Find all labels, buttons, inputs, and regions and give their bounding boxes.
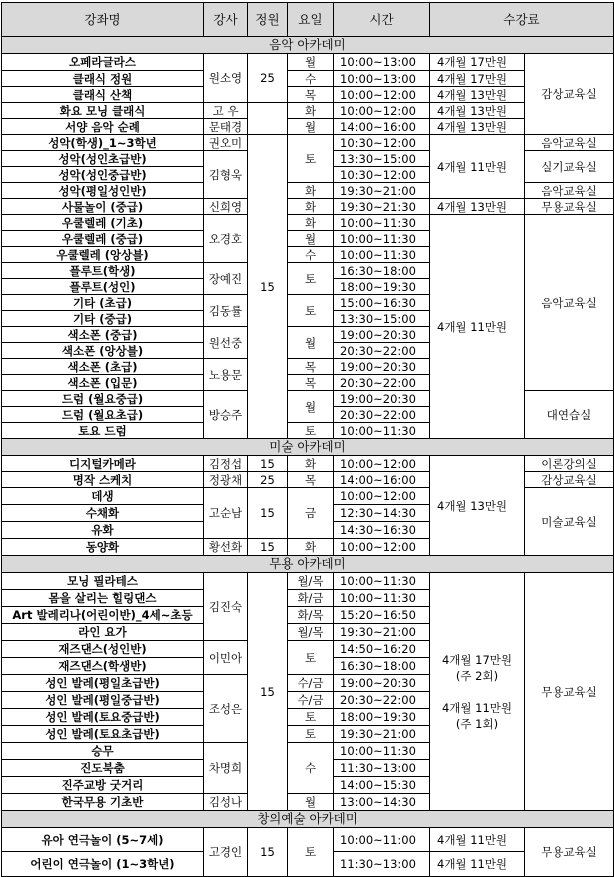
time-cell: 14:00~15:30: [334, 777, 430, 794]
day-cell: 화: [288, 103, 334, 119]
class-name: 플루트(성인): [2, 279, 204, 295]
time-cell: 20:30~22:00: [334, 375, 430, 391]
day-cell: 화/금: [288, 590, 334, 607]
capacity-cell: 15: [248, 135, 288, 439]
class-name: 디지털카메라: [2, 456, 204, 472]
teacher-cell: 신희영: [204, 199, 248, 215]
class-row: [2, 135, 614, 151]
time-cell: 19:30~21:00: [334, 624, 430, 641]
class-name: 클래식 정원: [2, 71, 204, 87]
time-cell: 10:00~13:00: [334, 71, 430, 87]
time-cell: 13:30~15:00: [334, 151, 430, 167]
time-cell: 11:30~13:00: [334, 760, 430, 777]
day-cell: 토: [288, 828, 334, 877]
day-cell: 화/목: [288, 607, 334, 624]
class-name: 모닝 필라테스: [2, 573, 204, 590]
time-cell: 18:00~19:30: [334, 709, 430, 726]
day-cell: 화: [288, 215, 334, 231]
time-cell: 19:30~21:00: [334, 183, 430, 199]
time-cell: 15:00~16:30: [334, 295, 430, 311]
teacher-cell: 김형욱: [204, 151, 248, 199]
class-name: 라인 요가: [2, 624, 204, 641]
day-cell: 수/금: [288, 692, 334, 709]
class-row: [2, 87, 614, 103]
class-name: 진주교방 굿거리: [2, 777, 204, 794]
day-cell: 토: [288, 135, 334, 183]
class-name: 성인 발레(평일중급반): [2, 692, 204, 709]
fee-cell: 4개월 13만원: [430, 456, 525, 556]
class-name: 성인 발레(토요중급반): [2, 709, 204, 726]
time-cell: 10:00~11:30: [334, 247, 430, 263]
teacher-cell: 김정섭: [204, 456, 248, 472]
class-name: 서양 음악 순례: [2, 119, 204, 135]
room-cell: 이론강의실: [525, 456, 614, 472]
section-title: 무용 아카데미: [2, 556, 614, 573]
room-cell: 음악교육실: [525, 135, 614, 151]
time-cell: 14:30~16:30: [334, 522, 430, 539]
fee-cell: [430, 573, 525, 811]
class-name: 동양화: [2, 539, 204, 556]
room-cell: 음악교육실: [525, 215, 614, 391]
room-cell: 무용교육실: [525, 573, 614, 811]
class-name: 드럼 (월요초급): [2, 407, 204, 423]
header-class-name: 강좌명: [2, 3, 204, 37]
class-name: 우쿨렐레 (기초): [2, 215, 204, 231]
class-name: 한국무용 기초반: [2, 794, 204, 811]
day-cell: 목: [288, 472, 334, 488]
class-name: 오페라글라스: [2, 54, 204, 71]
teacher-cell: 차명희: [204, 743, 248, 794]
day-cell: 화: [288, 539, 334, 556]
class-name: 재즈댄스(성인반): [2, 641, 204, 658]
fee-line: 4개월 17만원: [441, 652, 513, 667]
header-time: 시간: [334, 3, 430, 37]
room-cell: 미술교육실: [525, 488, 614, 556]
room-cell: 대연습실: [525, 391, 614, 439]
time-cell: 14:00~16:00: [334, 119, 430, 135]
teacher-cell: 이민아: [204, 641, 248, 675]
fee-cell: 4개월 17만원: [430, 71, 525, 87]
capacity-cell: 15: [248, 573, 288, 811]
class-name: 클래식 산책: [2, 87, 204, 103]
header-teacher: 강사: [204, 3, 248, 37]
time-cell: 19:00~20:30: [334, 359, 430, 375]
fee-cell: 4개월 13만원: [430, 103, 525, 119]
section-title: 창의예술 아카데미: [2, 811, 614, 828]
capacity-cell: 15: [248, 456, 288, 472]
class-name: 어린이 연극놀이 (1~3학년): [2, 852, 204, 877]
time-cell: 10:30~12:00: [334, 167, 430, 183]
class-row: [2, 103, 614, 119]
time-cell: 19:00~20:30: [334, 327, 430, 343]
teacher-cell: 문태경: [204, 119, 248, 135]
day-cell: 수: [288, 71, 334, 87]
class-name: 화요 모닝 클래식: [2, 103, 204, 119]
time-cell: 16:30~18:00: [334, 658, 430, 675]
class-row: [2, 828, 614, 852]
time-cell: 12:30~14:30: [334, 505, 430, 522]
teacher-cell: 김성나: [204, 794, 248, 811]
day-cell: 월: [288, 119, 334, 135]
class-name: 사물놀이 (중급): [2, 199, 204, 215]
teacher-cell: 오경호: [204, 215, 248, 263]
header-capacity: 정원: [248, 3, 288, 37]
day-cell: 토: [288, 263, 334, 295]
class-name: Art 발레리나(어린이반)_4세~초등: [2, 607, 204, 624]
teacher-cell: 방승주: [204, 391, 248, 439]
room-cell: 무용교육실: [525, 828, 614, 877]
class-name: 성악(평일성인반): [2, 183, 204, 199]
class-row: [2, 119, 614, 135]
day-cell: 화: [288, 456, 334, 472]
class-name: 성악(성인초급반): [2, 151, 204, 167]
time-cell: 19:00~20:30: [334, 391, 430, 407]
class-row: [2, 199, 614, 215]
time-cell: 19:00~20:30: [334, 675, 430, 692]
class-name: 유화: [2, 522, 204, 539]
day-cell: 월: [288, 794, 334, 811]
time-cell: 10:00~11:30: [334, 215, 430, 231]
day-cell: 목: [288, 87, 334, 103]
class-name: 드럼 (월요중급): [2, 391, 204, 407]
time-cell: 16:30~18:00: [334, 263, 430, 279]
time-cell: 20:30~22:00: [334, 407, 430, 423]
time-cell: 19:30~21:30: [334, 199, 430, 215]
class-name: 색소폰 (입문): [2, 375, 204, 391]
day-cell: 토: [288, 641, 334, 675]
day-cell: 금: [288, 488, 334, 539]
fee-cell: 4개월 11만원: [430, 135, 525, 199]
class-name: 성인 발레(토요초급반): [2, 726, 204, 743]
time-cell: 10:00~13:00: [334, 54, 430, 71]
class-name: 명작 스케치: [2, 472, 204, 488]
class-row: [2, 71, 614, 87]
teacher-cell: 정광채: [204, 472, 248, 488]
time-cell: 18:00~19:30: [334, 279, 430, 295]
class-name: 수채화: [2, 505, 204, 522]
class-name: 몸을 살리는 힐링댄스: [2, 590, 204, 607]
fee-line: (주 2회): [455, 668, 499, 683]
day-cell: 월/목: [288, 573, 334, 590]
class-name: 진도북춤: [2, 760, 204, 777]
time-cell: 10:00~12:00: [334, 539, 430, 556]
time-cell: 10:00~12:00: [334, 103, 430, 119]
day-cell: 월: [288, 391, 334, 423]
room-cell: 실기교육실: [525, 151, 614, 183]
class-name: 플루트(학생): [2, 263, 204, 279]
fee-cell: 4개월 11만원: [430, 215, 525, 439]
time-cell: 11:30~13:00: [334, 852, 430, 877]
time-cell: 10:00~12:00: [334, 488, 430, 505]
teacher-cell: 원소영: [204, 54, 248, 103]
header-row: [2, 3, 614, 37]
time-cell: 15:20~16:50: [334, 607, 430, 624]
class-row: [2, 215, 614, 231]
time-cell: 13:00~14:30: [334, 794, 430, 811]
class-name: 데생: [2, 488, 204, 505]
room-cell: 감상교육실: [525, 472, 614, 488]
teacher-cell: 김진숙: [204, 573, 248, 641]
capacity-cell: 25: [248, 54, 288, 103]
header-fee: 수강료: [430, 3, 614, 37]
time-cell: 10:30~12:00: [334, 135, 430, 151]
day-cell: 월: [288, 327, 334, 359]
day-cell: 토: [288, 295, 334, 327]
time-cell: 10:00~11:30: [334, 423, 430, 439]
fee-cell: 4개월 13만원: [430, 87, 525, 103]
time-cell: 14:50~16:20: [334, 641, 430, 658]
time-cell: 20:30~22:00: [334, 343, 430, 359]
fee-line: 4개월 11만원: [441, 700, 513, 715]
teacher-cell: 김동률: [204, 295, 248, 327]
time-cell: 13:30~15:00: [334, 311, 430, 327]
day-cell: 토: [288, 709, 334, 726]
day-cell: 월: [288, 54, 334, 71]
time-cell: 10:00~11:30: [334, 231, 430, 247]
day-cell: 수/금: [288, 675, 334, 692]
time-cell: 10:00~12:00: [334, 456, 430, 472]
class-row: [2, 54, 614, 71]
class-name: 승무: [2, 743, 204, 760]
class-row: [2, 573, 614, 590]
class-name: 성인 발레(평일초급반): [2, 675, 204, 692]
fee-cell: 4개월 17만원: [430, 54, 525, 71]
teacher-cell: 노용문: [204, 359, 248, 391]
class-name: 우쿨렐레 (앙상블): [2, 247, 204, 263]
header-day: 요일: [288, 3, 334, 37]
day-cell: 수: [288, 247, 334, 263]
section-row-art: [2, 439, 614, 456]
time-cell: 14:00~16:00: [334, 472, 430, 488]
day-cell: 토: [288, 423, 334, 439]
class-name: 성악(학생)_1~3학년: [2, 135, 204, 151]
time-cell: 19:30~21:00: [334, 726, 430, 743]
time-cell: 10:00~11:30: [334, 573, 430, 590]
time-cell: 10:00~12:00: [334, 87, 430, 103]
fee-cell: 4개월 11만원: [430, 828, 525, 852]
class-name: 성악(성인중급반): [2, 167, 204, 183]
time-cell: 10:00~11:30: [334, 743, 430, 760]
day-cell: 화: [288, 199, 334, 215]
teacher-cell: 장예진: [204, 263, 248, 295]
capacity-cell: 15: [248, 828, 288, 877]
room-cell: 감상교육실: [525, 54, 614, 135]
day-cell: 월: [288, 231, 334, 247]
teacher-cell: 고 우: [204, 103, 248, 119]
day-cell: 목: [288, 375, 334, 391]
class-name: 재즈댄스(학생반): [2, 658, 204, 675]
class-name: 색소폰 (중급): [2, 327, 204, 343]
fee-line: (주 1회): [455, 716, 499, 731]
section-row-music: [2, 37, 614, 54]
class-name: 기타 (초급): [2, 295, 204, 311]
class-name: 우쿨렐레 (중급): [2, 231, 204, 247]
class-name: 색소폰 (앙상블): [2, 343, 204, 359]
fee-cell: 4개월 13만원: [430, 119, 525, 135]
teacher-cell: 권오미: [204, 135, 248, 151]
teacher-cell: 황선화: [204, 539, 248, 556]
section-row-dance: [2, 556, 614, 573]
day-cell: 화: [288, 183, 334, 199]
teacher-cell: 고순남: [204, 488, 248, 539]
capacity-cell: 25: [248, 472, 288, 488]
section-title: 음악 아카데미: [2, 37, 614, 54]
teacher-cell: 조성은: [204, 675, 248, 743]
class-schedule-table: [1, 2, 614, 877]
day-cell: 수: [288, 743, 334, 794]
day-cell: 목: [288, 359, 334, 375]
day-cell: 토: [288, 726, 334, 743]
fee-cell: 4개월 13만원: [430, 199, 525, 215]
day-cell: 월/목: [288, 624, 334, 641]
capacity-cell: [248, 103, 288, 135]
section-row-creative: [2, 811, 614, 828]
fee-cell: 4개월 11만원: [430, 852, 525, 877]
time-cell: 10:00~11:30: [334, 590, 430, 607]
class-row: [2, 456, 614, 472]
time-cell: 10:00~11:00: [334, 828, 430, 852]
capacity-cell: 15: [248, 539, 288, 556]
class-name: 토요 드럼: [2, 423, 204, 439]
room-cell: 무용교육실: [525, 199, 614, 215]
class-name: 색소폰 (초급): [2, 359, 204, 375]
class-name: 기타 (중급): [2, 311, 204, 327]
capacity-cell: 15: [248, 488, 288, 539]
teacher-cell: 고경인: [204, 828, 248, 877]
room-cell: 음악교육실: [525, 183, 614, 199]
teacher-cell: 원선중: [204, 327, 248, 359]
class-name: 유아 연극놀이 (5~7세): [2, 828, 204, 852]
section-title: 미술 아카데미: [2, 439, 614, 456]
time-cell: 20:30~22:00: [334, 692, 430, 709]
